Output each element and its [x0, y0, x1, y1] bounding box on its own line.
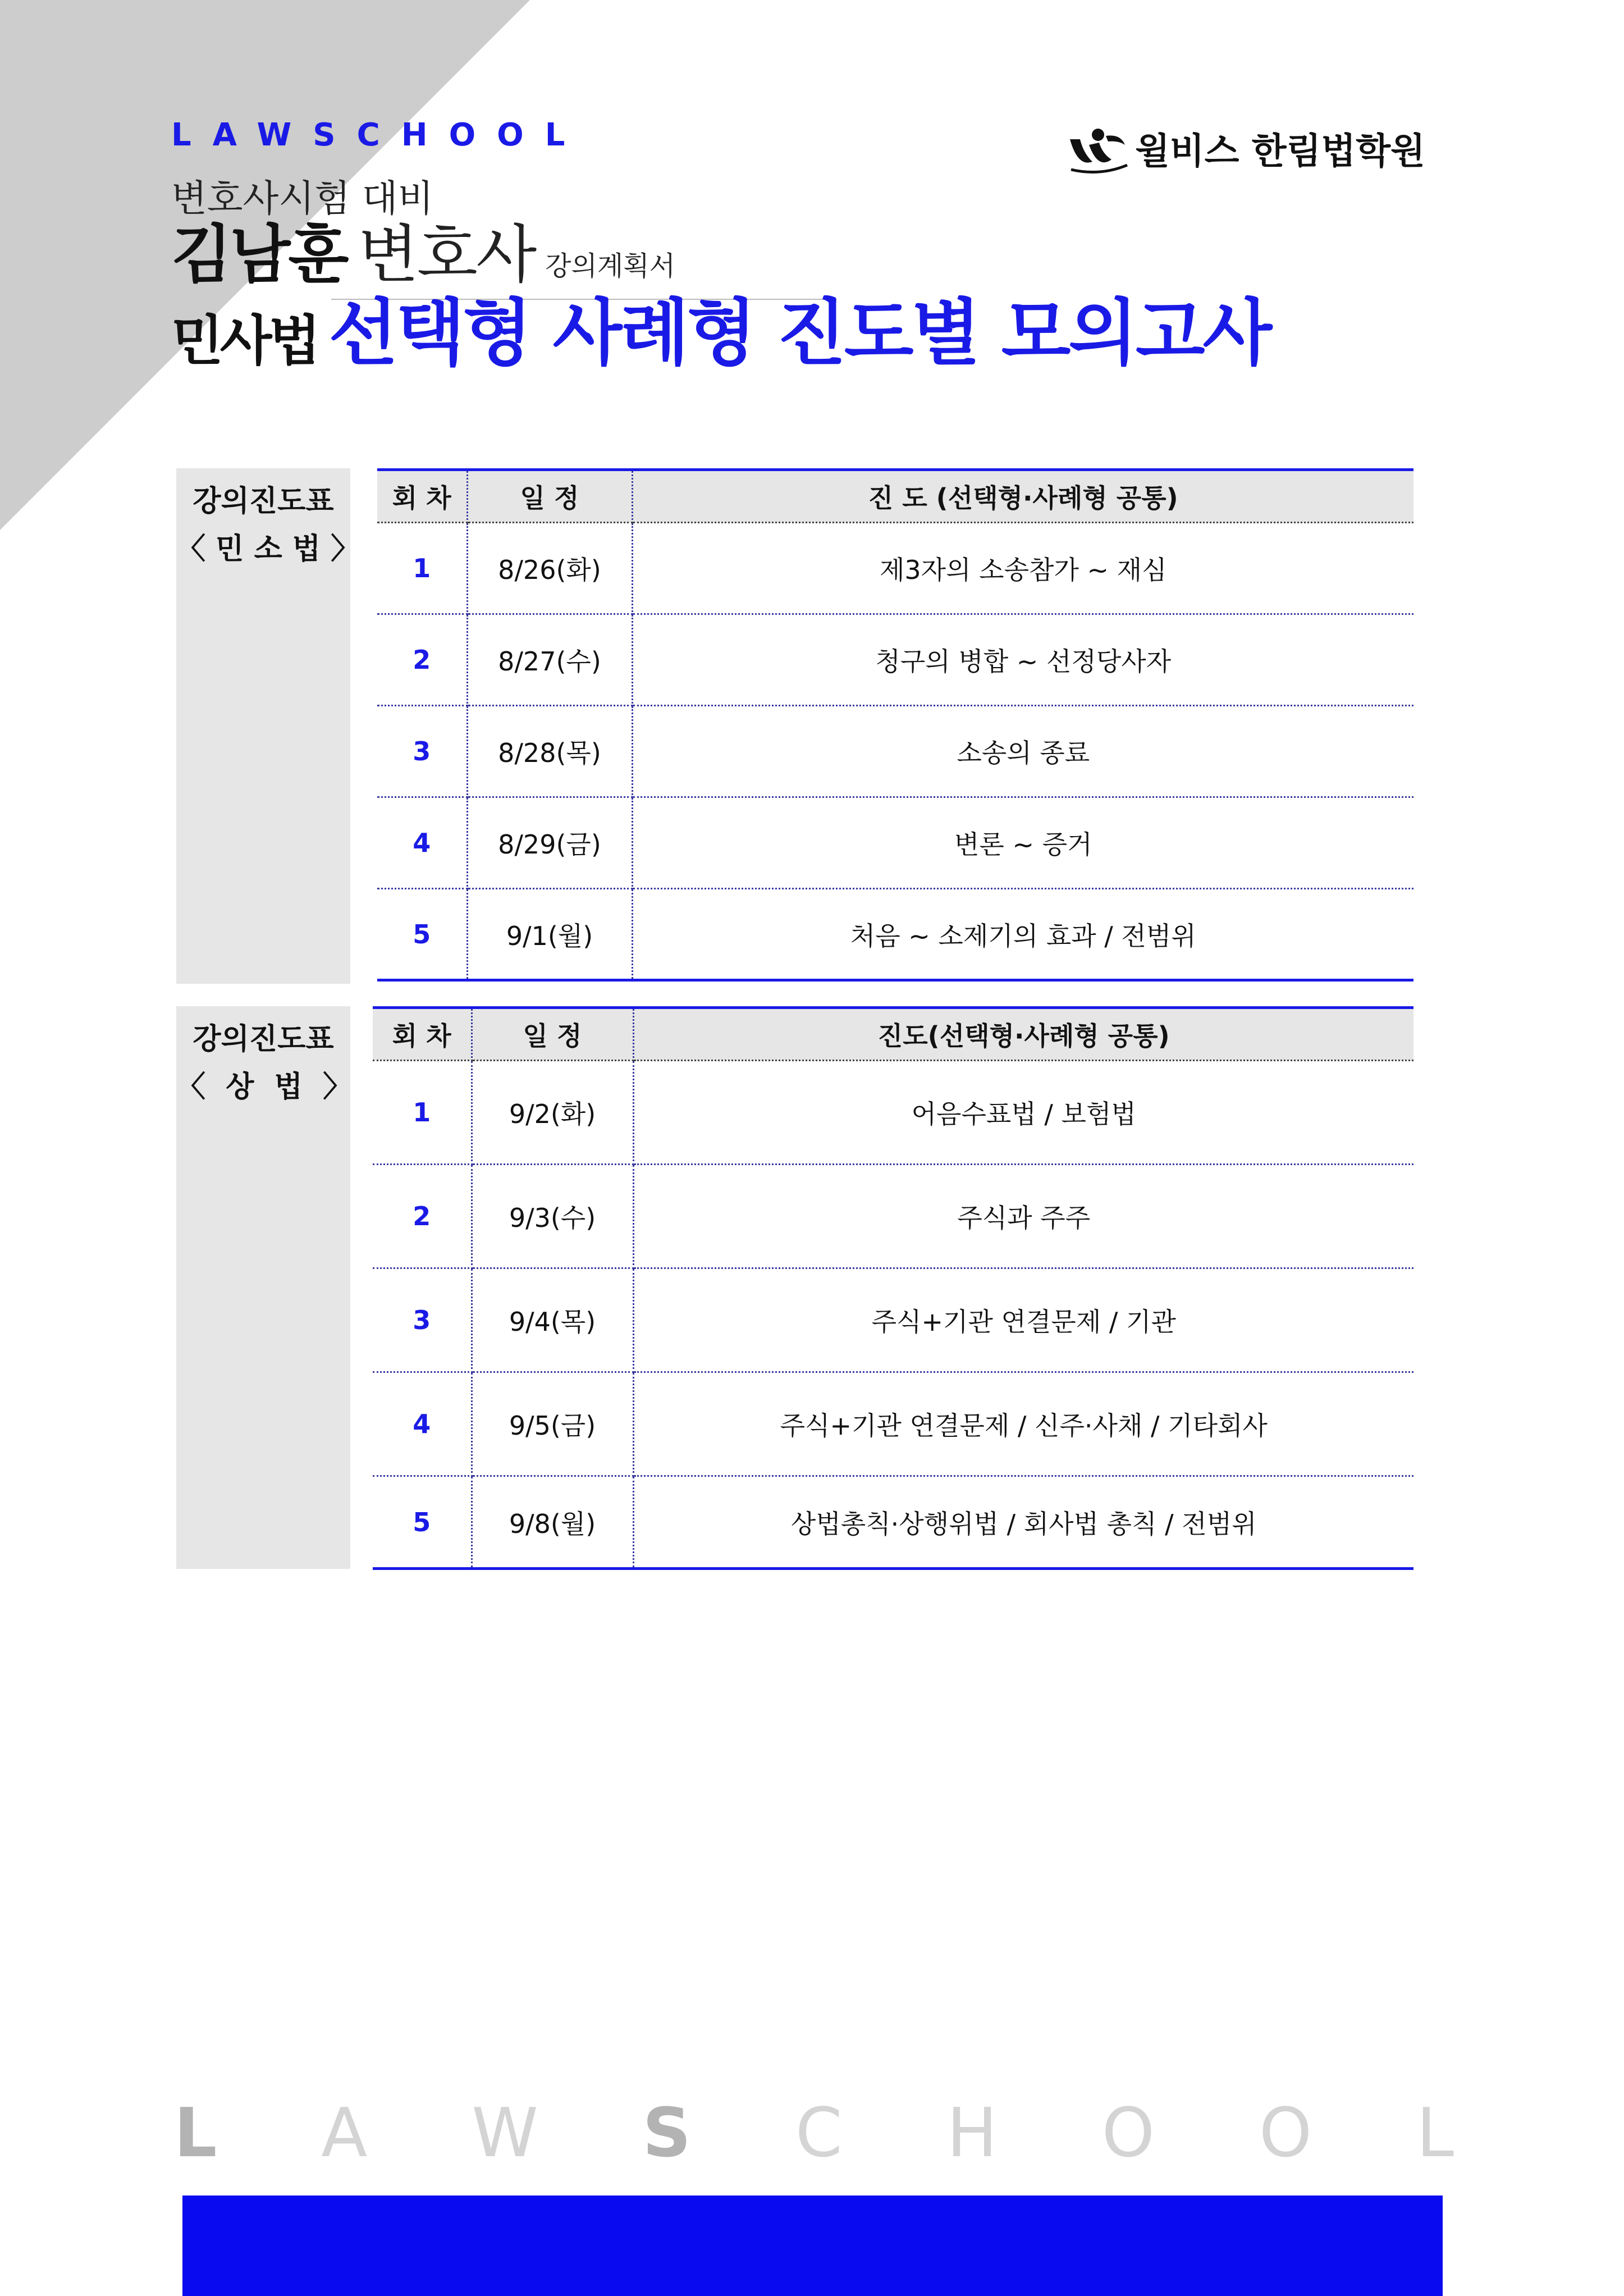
session-number: 3 [373, 1268, 472, 1372]
header-date: 일 정 [467, 470, 632, 523]
table-row [377, 797, 1413, 889]
header-date: 일 정 [472, 1008, 633, 1061]
instructor-title: 변호사 [358, 218, 536, 291]
table-row [377, 889, 1413, 980]
section-label-subject: 〈 상 법 〉 [176, 1070, 353, 1104]
session-date: 9/1(월) [467, 889, 632, 980]
session-topic: 어음수표법 / 보험법 [633, 1061, 1413, 1165]
session-number: 1 [373, 1061, 472, 1165]
document-label: 강의계획서 [545, 250, 675, 282]
session-date: 8/29(금) [467, 797, 632, 889]
table-header-row [377, 470, 1413, 523]
session-number: 2 [373, 1165, 472, 1268]
header-topic: 진 도 (선택형·사례형 공통) [632, 470, 1413, 523]
section-label-commercial-law [176, 1006, 353, 1569]
session-topic: 처음 ~ 소제기의 효과 / 전범위 [632, 889, 1413, 980]
header-session: 회 차 [373, 1008, 472, 1061]
session-topic: 상법총칙·상행위법 / 회사법 총칙 / 전범위 [633, 1476, 1413, 1569]
session-topic: 주식+기관 연결문제 / 기관 [633, 1268, 1413, 1372]
footer-letter: O [1101, 2094, 1155, 2172]
session-number: 4 [373, 1372, 472, 1476]
table-row [377, 614, 1413, 706]
header-session: 회 차 [377, 470, 467, 523]
session-date: 9/5(금) [472, 1372, 633, 1476]
section-label-civil-procedure [176, 468, 360, 984]
session-date: 8/27(수) [467, 614, 632, 706]
footer-letter: H [946, 2094, 998, 2172]
session-number: 4 [377, 797, 467, 889]
session-date: 9/2(화) [472, 1061, 633, 1165]
footer-letter: L [174, 2094, 217, 2172]
page-title [171, 291, 1270, 375]
footer-letter: S [642, 2094, 692, 2172]
session-number: 2 [377, 614, 467, 706]
section-label-subject: 〈 민 소 법 〉 [176, 532, 360, 566]
session-date: 9/3(수) [472, 1165, 633, 1268]
table-row [373, 1061, 1413, 1165]
session-topic: 소송의 종료 [632, 706, 1413, 797]
footer-wordmark [174, 2094, 1454, 2172]
session-topic: 주식과 주주 [633, 1165, 1413, 1268]
schedule-table-civil-procedure [377, 468, 1413, 982]
logo-text: 윌비스 한림법학원 [1135, 131, 1425, 172]
table-row [377, 706, 1413, 797]
session-date: 9/8(월) [472, 1476, 633, 1569]
session-date: 8/28(목) [467, 706, 632, 797]
session-number: 5 [377, 889, 467, 980]
header-topic: 진도(선택형·사례형 공통) [633, 1008, 1413, 1061]
session-topic: 제3자의 소송참가 ~ 재심 [632, 523, 1413, 614]
footer-letter: W [472, 2094, 538, 2172]
table-row [377, 523, 1413, 614]
section-label-title: 강의진도표 [193, 1023, 334, 1056]
subject-label: 민사법 [171, 309, 318, 373]
schedule-table-commercial-law [373, 1006, 1413, 1570]
session-date: 9/4(목) [472, 1268, 633, 1372]
session-number: 5 [373, 1476, 472, 1569]
session-topic: 청구의 병합 ~ 선정당사자 [632, 614, 1413, 706]
footer-letter: O [1259, 2094, 1312, 2172]
instructor-line [171, 218, 675, 291]
table-row [373, 1268, 1413, 1372]
section-label-title: 강의진도표 [193, 485, 334, 518]
footer-bar [182, 2195, 1443, 2296]
exam-line: 변호사시험 대비 [171, 177, 434, 220]
session-date: 8/26(화) [467, 523, 632, 614]
session-number: 3 [377, 706, 467, 797]
footer-letter: A [321, 2094, 368, 2172]
academy-logo [1067, 122, 1425, 174]
table-row [373, 1165, 1413, 1268]
instructor-name: 김남훈 [171, 218, 347, 291]
brand-wordmark: LAWSCHOOL [171, 117, 587, 153]
table-header-row [373, 1008, 1413, 1061]
footer-letter: L [1416, 2094, 1454, 2172]
table-row [373, 1476, 1413, 1569]
table-row [373, 1372, 1413, 1476]
session-topic: 주식+기관 연결문제 / 신주·사채 / 기타회사 [633, 1372, 1413, 1476]
willbis-logo-icon [1067, 122, 1129, 174]
footer-letter: C [795, 2094, 843, 2172]
session-topic: 변론 ~ 증거 [632, 797, 1413, 889]
course-title: 선택형 사례형 진도별 모의고사 [328, 291, 1270, 375]
session-number: 1 [377, 523, 467, 614]
